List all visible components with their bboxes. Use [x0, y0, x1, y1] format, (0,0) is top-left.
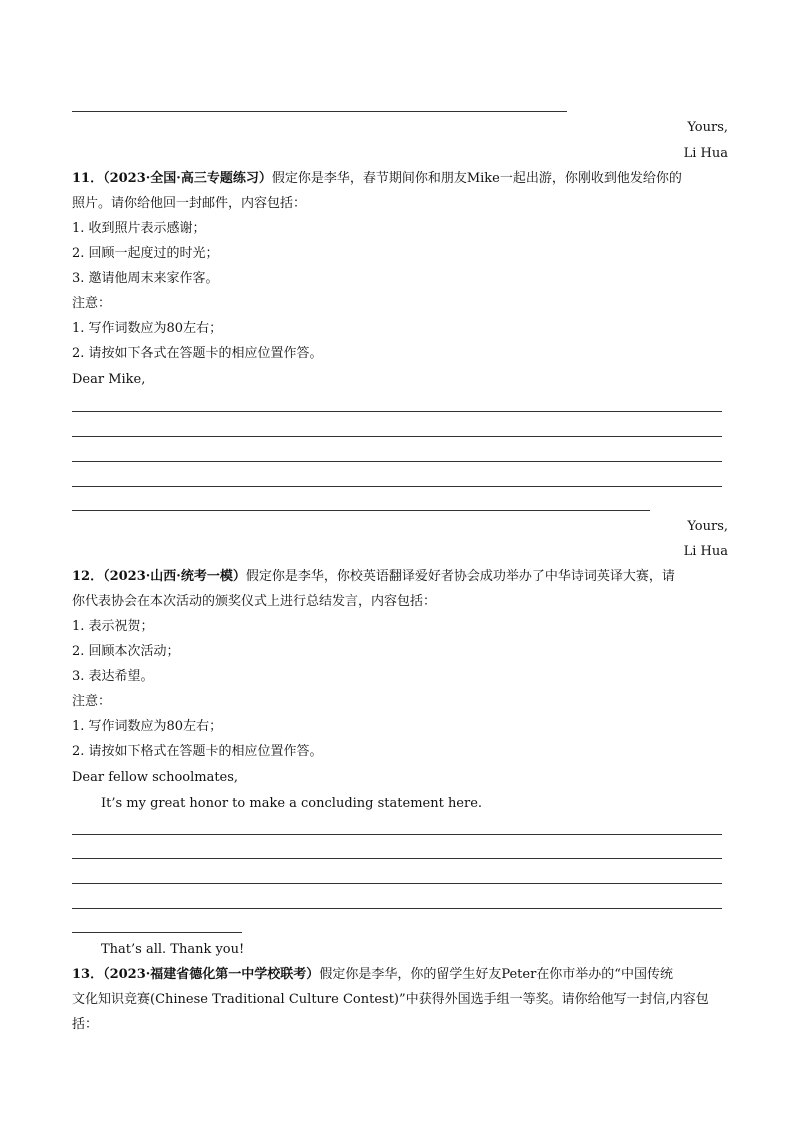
- content-point: 2. 回顾本次活动；: [72, 644, 180, 659]
- answer-line: [72, 510, 650, 511]
- note-item: 1. 写作词数应为80左右；: [72, 719, 223, 734]
- question-prompt: 假定你是李华，你校英语翻译爱好者协会成功举办了中华诗词英译大赛，请: [245, 569, 675, 584]
- answer-line: [72, 883, 722, 884]
- question-prompt-continued: 括：: [72, 1017, 99, 1032]
- letter-opening: It’s my great honor to make a concluding statement here.: [101, 796, 483, 811]
- content-point: 1. 表示祝贺；: [72, 619, 154, 634]
- sign-off: Yours,: [687, 519, 728, 534]
- question-11-header: [72, 171, 682, 187]
- answer-line: [72, 461, 722, 462]
- content-point: 3. 邀请他周末来家作客。: [72, 271, 219, 286]
- question-number: 12．: [72, 569, 104, 584]
- note-item: 2. 请按如下格式在答题卡的相应位置作答。: [72, 744, 323, 759]
- question-source: （2023·全国·高三专题练习）: [103, 171, 272, 186]
- answer-line: [72, 858, 722, 859]
- sign-off: Yours,: [687, 120, 728, 135]
- signature-name: Li Hua: [683, 544, 728, 559]
- answer-line: [72, 932, 242, 933]
- question-prompt-continued: 文化知识竞赛(Chinese Traditional Culture Contest)”中获得外国选手组一等奖。请你给他写一封信,内容包: [72, 992, 709, 1007]
- note-item: 2. 请按如下各式在答题卡的相应位置作答。: [72, 346, 323, 361]
- letter-closing: That’s all. Thank you!: [101, 942, 245, 957]
- notes-title: 注意：: [72, 694, 112, 709]
- letter-greeting: Dear Mike,: [72, 372, 146, 387]
- content-point: 3. 表达希望。: [72, 669, 154, 684]
- answer-line: [72, 111, 567, 112]
- content-point: 1. 收到照片表示感谢；: [72, 221, 206, 236]
- question-13-header: [72, 967, 673, 983]
- question-number: 13．: [72, 967, 104, 982]
- content-point: 2. 回顾一起度过的时光；: [72, 246, 219, 261]
- question-prompt: 假定你是李华，春节期间你和朋友Mike一起出游，你刚收到他发给你的: [271, 171, 682, 186]
- answer-line: [72, 834, 722, 835]
- letter-greeting: Dear fellow schoolmates,: [72, 770, 239, 785]
- notes-title: 注意：: [72, 296, 112, 311]
- answer-line: [72, 486, 722, 487]
- question-source: （2023·山西·统考一模）: [103, 569, 246, 584]
- question-source: （2023·福建省德化第一中学校联考）: [103, 967, 320, 982]
- question-prompt-continued: 你代表协会在本次活动的颁奖仪式上进行总结发言，内容包括：: [72, 594, 437, 609]
- question-prompt: 假定你是李华，你的留学生好友Peter在你市举办的“中国传统: [319, 967, 673, 982]
- question-number: 11．: [72, 171, 104, 186]
- answer-line: [72, 908, 722, 909]
- question-12-header: [72, 569, 675, 585]
- note-item: 1. 写作词数应为80左右；: [72, 321, 223, 336]
- answer-line: [72, 436, 722, 437]
- signature-name: Li Hua: [683, 146, 728, 161]
- question-prompt-continued: 照片。请你给他回一封邮件，内容包括：: [72, 196, 307, 211]
- answer-line: [72, 411, 722, 412]
